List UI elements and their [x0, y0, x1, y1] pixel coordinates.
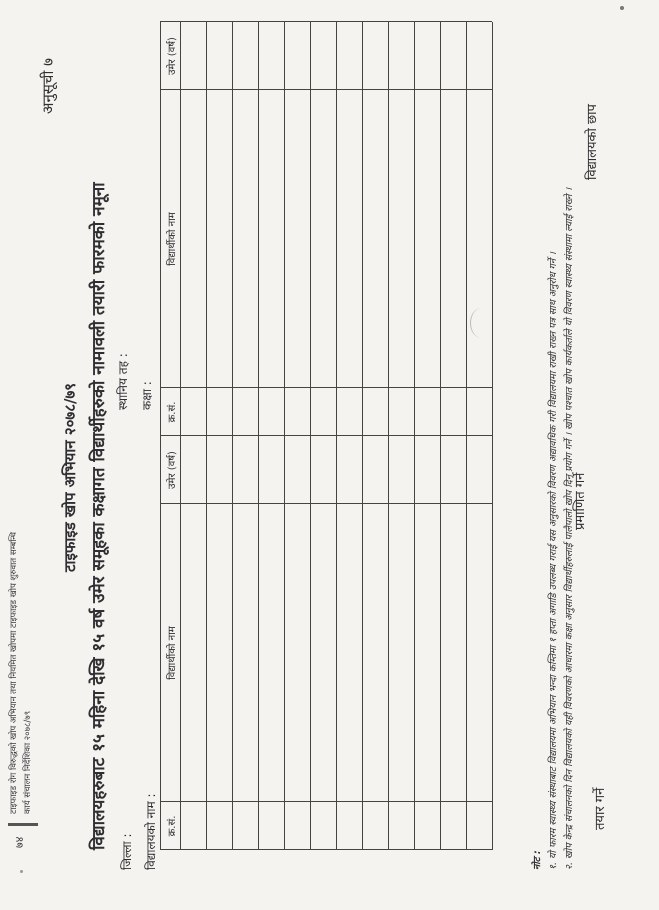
table-column-rule: [160, 89, 492, 90]
page-number: ७४: [13, 836, 26, 848]
scan-speck: [620, 6, 624, 10]
table-row: [206, 22, 207, 850]
scan-smudge: [470, 308, 493, 338]
table-column-rule: [160, 21, 492, 22]
table-row: [362, 22, 363, 850]
table-row: [258, 22, 259, 850]
note-item-1: १. यो फारम स्वास्थ्य संस्थाबाट विद्यालयमा अभियान भन्दा कम्तिमा १ हप्ता अगाडि उपलब्ध गराई यस अनुसारको विवरण अद्यावधिक गरी विद्यालयमा राखी राख्न पत्र साथ अनुरोध गर्ने ।: [548, 252, 559, 870]
campaign-title: टाइफाइड खोप अभियान २०७८/७९: [61, 382, 79, 572]
school-name-field: विद्यालयको नाम :: [144, 793, 158, 870]
column-header-age-2: उमेर (वर्ष): [167, 37, 178, 75]
column-header-serial-2: क्र.सं.: [167, 401, 178, 423]
notes-label: नोट :: [532, 850, 543, 870]
publication-line-1: टाइफाइड रोग विरुद्धको खोप अभियान तथा नियमित खोपमा टाइफाइड खोप शुरुवात सम्बन्धि: [9, 532, 19, 814]
table-row: [336, 22, 337, 850]
header-rule: [8, 823, 38, 826]
district-field: जिल्ला :: [120, 833, 134, 870]
note-item-2: २. खोप केन्द्र संचालनको दिन विद्यालयको यही विवरणको आधारमा कक्षा अनुसार विद्यार्थीहरुलाई पालैपालो खोप दिन प्रयोग गर्ने । खोप पश्चात खोप कार्यकर्ताले यो विवरण स्वास्थ्य संस्थामा ल्याई राख्ने ।: [564, 187, 575, 870]
table-row: [466, 22, 467, 850]
column-header-serial-1: क्र.सं.: [167, 815, 178, 837]
certified-by-label: प्रमाणित गर्ने: [573, 472, 588, 530]
table-row: [310, 22, 311, 850]
form-title: विद्यालयहरुबाट १५ महिना देखि १५ वर्ष उमेर समूहका कक्षागत विद्यार्थीहरुको नामावली तयारी फारमको नमूना: [89, 182, 109, 850]
column-header-age-1: उमेर (वर्ष): [167, 451, 178, 489]
table-column-rule: [160, 801, 492, 802]
table-row: [492, 22, 493, 850]
table-row: [232, 22, 233, 850]
school-stamp-label: विद्यालयको छाप: [585, 104, 600, 180]
table-row: [414, 22, 415, 850]
table-row: [388, 22, 389, 850]
prepared-by-label: तयार गर्ने: [593, 787, 608, 830]
column-header-name-2: विद्यार्थीको नाम: [167, 212, 178, 266]
table-column-rule: [160, 503, 492, 504]
table-column-rule: [160, 435, 492, 436]
scan-speck: [20, 870, 23, 873]
local-level-field: स्थानिय तह :: [116, 353, 130, 410]
table-column-rule: [160, 387, 492, 388]
class-field: कक्षा :: [140, 381, 154, 410]
table-row: [180, 22, 181, 850]
publication-line-2: कार्य संचालन निर्देशिका २०७८/७९: [23, 710, 33, 814]
table-column-rule: [160, 849, 492, 850]
table-row: [284, 22, 285, 850]
column-header-name-1: विद्यार्थीको नाम: [167, 626, 178, 680]
table-top-rule: [160, 22, 161, 850]
table-row: [440, 22, 441, 850]
annex-label: अनुसूची ७: [39, 58, 57, 114]
